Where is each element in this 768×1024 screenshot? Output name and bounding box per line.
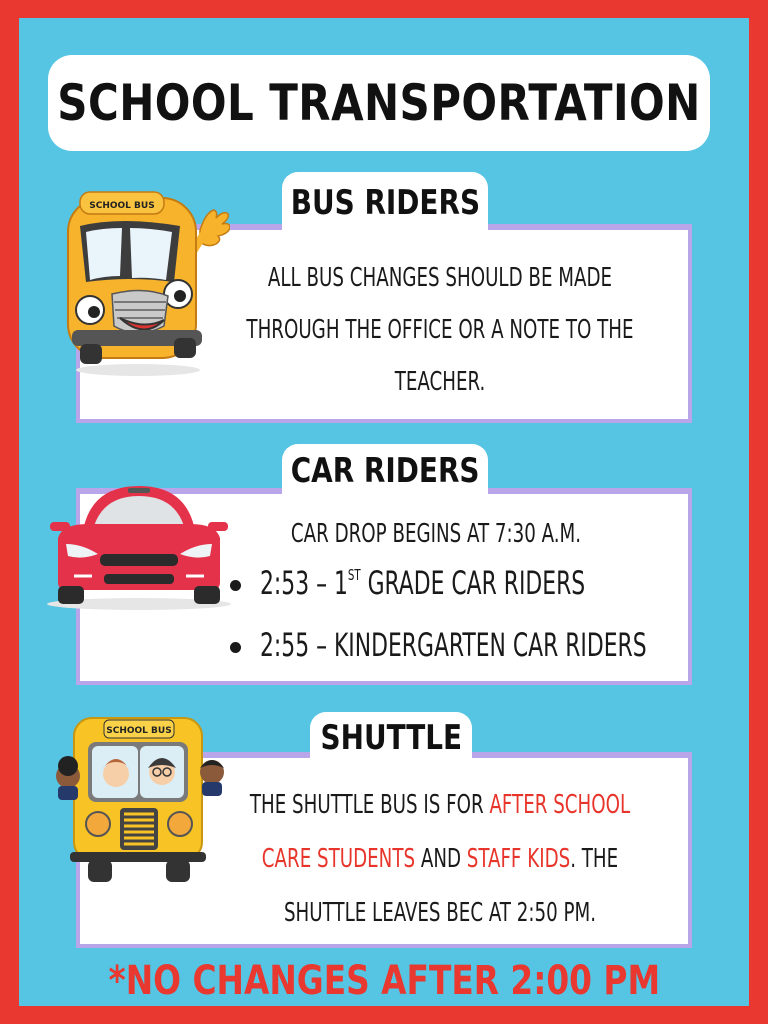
car-riders-intro [176, 514, 696, 554]
red-car-icon [44, 482, 234, 612]
ordinal-suffix: ST [347, 566, 361, 584]
shuttle-text-part: . THE [570, 844, 619, 874]
bus-riders-heading: BUS RIDERS [290, 183, 480, 223]
bus-riders-tab [282, 172, 488, 234]
kindergarten-time: 2:55 – KINDERGARTEN CAR RIDERS [260, 626, 647, 664]
care-students-highlight: CARE STUDENTS [261, 844, 416, 874]
shuttle-text [190, 778, 690, 940]
shuttle-heading: SHUTTLE [320, 718, 462, 758]
bus-riders-line-3: TEACHER. [394, 367, 486, 397]
car-riders-tab [282, 444, 488, 498]
shuttle-bus-sign-text: SCHOOL BUS [106, 726, 172, 736]
waving-school-bus-icon [50, 190, 230, 380]
car-riders-heading: CAR RIDERS [290, 451, 480, 491]
shuttle-line-2 [245, 832, 635, 886]
car-drop-text: CAR DROP BEGINS AT 7:30 A.M. [290, 519, 582, 549]
staff-kids-highlight: STAFF KIDS [466, 844, 571, 874]
bus-riders-line-1: ALL BUS CHANGES SHOULD BE MADE [267, 263, 613, 293]
first-grade-time: 2:53 – 1 [260, 564, 348, 602]
shuttle-text-part: THE SHUTTLE BUS IS FOR [249, 790, 490, 820]
shuttle-line-1 [245, 778, 635, 832]
bullet-dot [230, 642, 241, 653]
title-banner [48, 55, 710, 151]
page-title: SCHOOL TRANSPORTATION [57, 74, 701, 132]
shuttle-text-part: AND [415, 844, 467, 874]
after-school-highlight: AFTER SCHOOL [489, 790, 631, 820]
bus-riders-line-2: THROUGH THE OFFICE OR A NOTE TO THE [246, 315, 634, 345]
shuttle-tab [310, 712, 472, 764]
footer-notice [19, 958, 749, 1004]
shuttle-bus-with-kids-icon [44, 712, 234, 887]
first-grade-label: GRADE CAR RIDERS [360, 564, 586, 602]
bus-riders-text [190, 252, 690, 408]
bus-sign-text: SCHOOL BUS [89, 201, 155, 211]
no-changes-notice: *NO CHANGES AFTER 2:00 PM [108, 958, 660, 1004]
shuttle-line-3: SHUTTLE LEAVES BEC AT 2:50 PM. [283, 898, 597, 928]
